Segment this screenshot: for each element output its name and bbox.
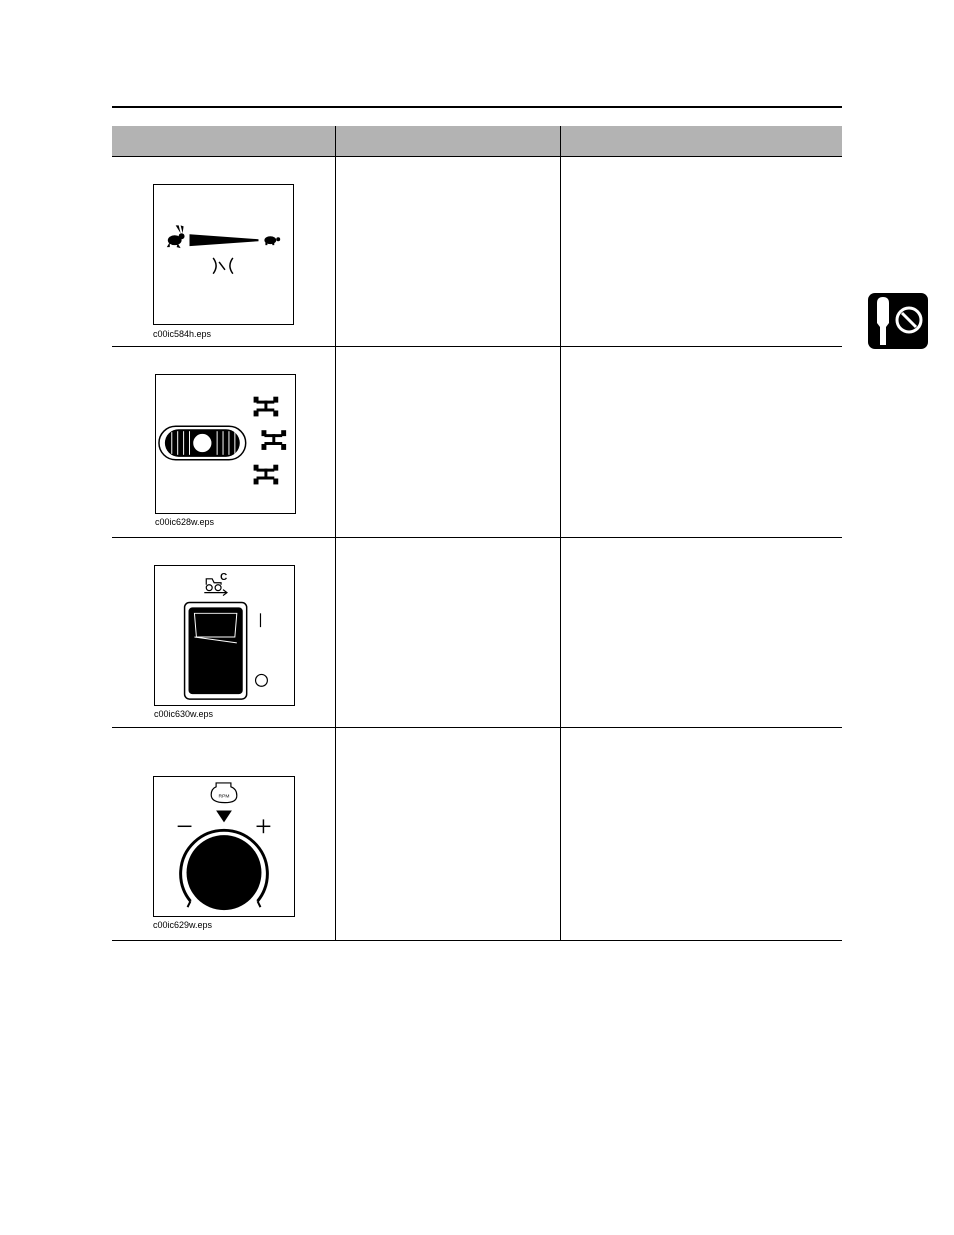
notes-cell <box>561 347 842 537</box>
rpm-knob-icon <box>153 776 295 917</box>
notes-cell <box>561 538 842 727</box>
figure-caption: c00ic629w.eps <box>153 920 213 930</box>
table-row <box>112 157 842 347</box>
svg-text:RPM: RPM <box>218 794 230 800</box>
figure-caption: c00ic584h.eps <box>153 329 212 339</box>
table-row <box>112 347 842 538</box>
description-cell <box>336 347 561 537</box>
figure-caption: c00ic630w.eps <box>154 709 214 719</box>
description-cell <box>336 728 561 940</box>
operation-controls-tab-icon <box>868 293 928 349</box>
table-row <box>112 538 842 728</box>
notes-cell <box>561 157 842 346</box>
header-cell-3 <box>561 126 842 156</box>
controls-table <box>112 126 842 941</box>
notes-cell <box>561 728 842 940</box>
header-cell-1 <box>112 126 336 156</box>
rocker-switch-icon <box>154 565 295 706</box>
figure-cell <box>112 538 336 727</box>
figure-cell <box>112 157 336 346</box>
top-rule <box>112 106 842 108</box>
steer-mode-selector-icon <box>155 374 296 514</box>
header-cell-2 <box>336 126 561 156</box>
svg-text:C: C <box>220 571 228 583</box>
speed-control-decal-icon <box>153 184 294 325</box>
figure-cell <box>112 728 336 940</box>
table-row <box>112 728 842 941</box>
figure-caption: c00ic628w.eps <box>155 517 215 527</box>
table-header <box>112 126 842 157</box>
figure-cell <box>112 347 336 537</box>
description-cell <box>336 157 561 346</box>
description-cell <box>336 538 561 727</box>
